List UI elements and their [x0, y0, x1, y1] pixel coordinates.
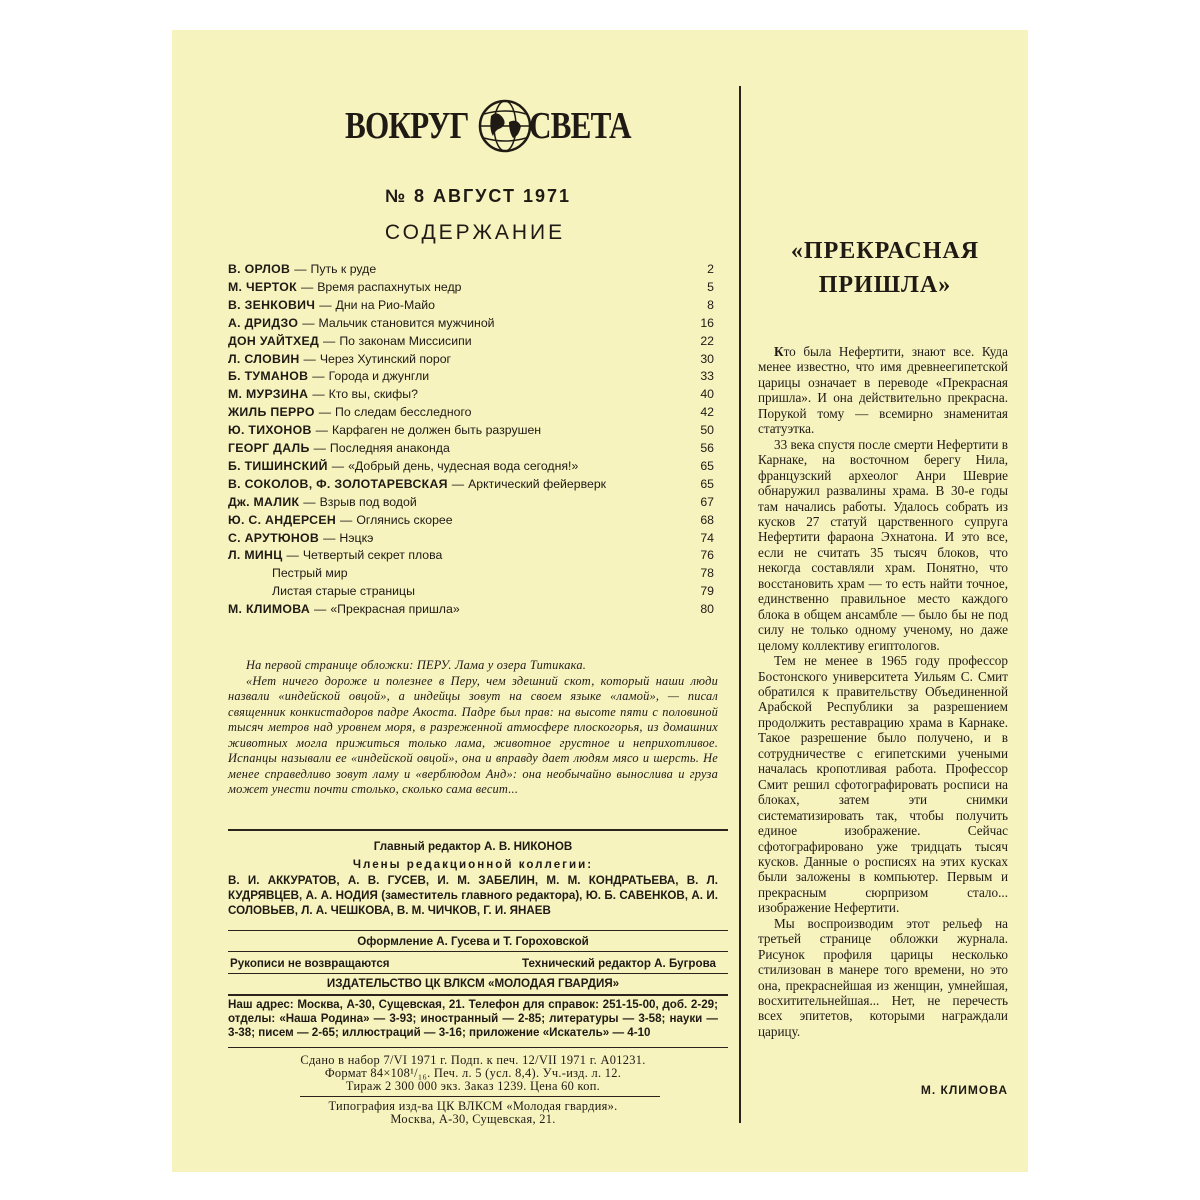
- toc-row[interactable]: [228, 584, 728, 601]
- toc-dash: —: [318, 405, 331, 420]
- toc-row[interactable]: [228, 405, 728, 422]
- toc-dash: —: [303, 494, 316, 509]
- toc-page: 42: [700, 405, 714, 420]
- toc-dash: —: [323, 333, 336, 348]
- globe-icon: [477, 98, 533, 154]
- toc-title: Время распахнутых недр: [317, 279, 462, 294]
- toc-author: Ю. С. АНДЕРСЕН: [228, 512, 337, 527]
- column-rule: [739, 86, 741, 1123]
- cover-text: «Нет ничего дороже и полезнее в Перу, чем здешний скот, который наши люди назвали «индейской овцой», а индейцы зовут на своем языке «ламой», — писал священник конкистадоров падре Акоста. Падре был прав: на высоте пяти с половиной тысяч метров над уровнем моря, в разреженной атмосфере плоскогорья, из домашних животных могла прижиться только лама, животное грустное и неприхотливое. Испанцы называли ее «индейской овцой», она и вправду дает людям мясо и шерсть. Не менее справедливо зовут ламу и «верблюдом Анд»: она необычайно вынослива и груза может унести почти столько, сколько сама весит...: [228, 673, 718, 796]
- divider: [228, 930, 728, 931]
- toc-author: В. ОРЛОВ: [228, 262, 291, 276]
- toc-dash: —: [313, 441, 326, 455]
- design-credit: Оформление А. Гусева и Т. Гороховской: [357, 935, 589, 948]
- toc-page: 40: [700, 387, 714, 402]
- toc-page: 50: [700, 423, 714, 438]
- toc-title: Арктический фейерверк: [468, 476, 607, 491]
- article-paragraph: Мы воспроизводим этот рельеф на третьей странице обложки журнала. Рисунок профиля царицы несколько стилизован в манере того времени, но это она, прекраснейшая из женщин, умнейшая, восхитительнейшая... Нет, не перечесть всех эпитетов, которыми награждали царицу.: [758, 915, 1008, 1039]
- imprint-line: Сдано в набор 7/VI 1971 г. Подп. к печ. 12/VII 1971 г. А01231.: [300, 1053, 646, 1067]
- toc-title: Мальчик становится мужчиной: [318, 315, 495, 330]
- toc-row[interactable]: [228, 513, 728, 530]
- toc-title: «Добрый день, чудесная вода сегодня!»: [348, 458, 579, 473]
- toc-row[interactable]: [228, 298, 728, 315]
- toc-dash: —: [315, 423, 328, 438]
- toc-author: М. МУРЗИНА: [228, 387, 309, 402]
- toc-author: Ю. ТИХОНОВ: [228, 423, 312, 438]
- toc-page: 16: [700, 315, 714, 330]
- toc-row[interactable]: [228, 477, 728, 494]
- toc-page: 30: [700, 351, 714, 366]
- toc-page: 79: [700, 584, 714, 599]
- masthead: [345, 98, 631, 156]
- toc-page: 5: [707, 279, 714, 294]
- toc-page: 65: [700, 476, 714, 491]
- toc-title: Оглянись скорее: [356, 512, 453, 527]
- toc-page: 2: [707, 262, 714, 276]
- masthead-right-word: СВЕТА: [529, 105, 631, 147]
- toc-page: 78: [700, 566, 714, 581]
- divider: [228, 1047, 728, 1048]
- toc-title: Города и джунгли: [328, 369, 430, 384]
- toc-author: М. КЛИМОВА: [228, 602, 311, 617]
- toc-row[interactable]: [228, 316, 728, 333]
- toc-title: Нэцкэ: [339, 530, 374, 545]
- toc-dash: —: [312, 369, 325, 384]
- toc-row[interactable]: [228, 369, 728, 386]
- toc-title: Листая старые страницы: [272, 584, 415, 599]
- chief-editor: Главный редактор А. В. НИКОНОВ: [373, 840, 573, 853]
- toc-page: 76: [700, 548, 714, 563]
- toc-row[interactable]: [228, 334, 728, 351]
- toc-row[interactable]: [228, 387, 728, 404]
- toc-row[interactable]: [228, 566, 728, 583]
- toc-dash: —: [319, 297, 332, 312]
- imprint-line: Тираж 2 300 000 экз. Заказ 1239. Цена 60 коп.: [345, 1079, 601, 1093]
- article-paragraph: Тем не менее в 1965 году профессор Бостонского университета Уильям С. Смит обратился к правительству Объединенной Арабской Республики за разрешением продолжить реставрацию храма в Карнаке. Такое разрешение было получено, и в сотрудничестве с египетскими учеными началась кропотливая работа. Профессор Смит решил сфотографировать росписи на блоках, затем эти снимки систематизировать так, чтобы получить единое изображение. Сейчас сфотографировано уже тридцать тысяч кусков. Данные о росписях на этих кусках были заложены в компьютер. Первым и прекрасным сюрпризом стало... изображение Нефертити.: [758, 653, 1008, 916]
- toc-author: М. ЧЕРТОК: [228, 279, 297, 294]
- toc-page: 68: [700, 512, 714, 527]
- toc-author: Б. ТИШИНСКИЙ: [228, 458, 328, 473]
- manuscripts-note: Рукописи не возвращаются: [230, 957, 390, 970]
- toc-author: ГЕОРГ ДАЛЬ: [228, 441, 310, 455]
- toc-dash: —: [300, 279, 314, 294]
- board-members: В. И. АККУРАТОВ, А. В. ГУСЕВ, И. М. ЗАБЕЛИН, М. М. КОНДРАТЬЕВА, В. Л. КУДРЯВЦЕВ, А. А. НОДИЯ (заместитель главного редактора), Ю. Б. САВЕНКОВ, А. И. СОЛОВЬЕВ, Л. А. ЧЕШКОВА, В. М. ЧИЧКОВ, Г. И. ЯНАЕВ: [228, 874, 718, 917]
- article-title-line: ПРИШЛА»: [818, 272, 952, 298]
- toc-author: В. СОКОЛОВ, Ф. ЗОЛОТАРЕВСКАЯ: [228, 476, 448, 491]
- toc-page: 67: [700, 494, 714, 509]
- toc-dash: —: [294, 262, 307, 276]
- article-paragraph: 33 века спустя после смерти Нефертити в Карнаке, на восточном берегу Нила, французский археолог Анри Шеврие обнаружил развалины храма. В 30-е годы там начались работы. Удалось собрать из кусков 27 статуй царственного супруга Нефертити фараона Эхнатона. И это все, если не считать 35 тысяч блоков, что некогда составляли храм. Понятно, что восстановить храм — то есть найти точное, единственно правильное место каждого блока в общем ансамбле — было бы не под силу не только одному ученому, но даже целому коллективу египтологов.: [758, 436, 1008, 653]
- toc-dash: —: [302, 315, 315, 330]
- toc-title: Пестрый мир: [272, 566, 348, 581]
- toc-author: А. ДРИДЗО: [228, 315, 299, 330]
- toc-author: С. АРУТЮНОВ: [228, 530, 320, 545]
- divider: [228, 829, 728, 831]
- toc-title: Четвертый секрет плова: [302, 548, 443, 563]
- article-title-line: «ПРЕКРАСНАЯ: [790, 238, 980, 264]
- toc-dash: —: [314, 602, 327, 617]
- toc-dash: —: [286, 548, 299, 563]
- board-heading: Члены редакционной коллегии:: [352, 858, 594, 871]
- toc-title: Взрыв под водой: [319, 494, 417, 509]
- printer-line: Типография изд-ва ЦК ВЛКСМ «Молодая гвардия».: [328, 1099, 618, 1113]
- toc-row[interactable]: [228, 352, 728, 369]
- toc-row[interactable]: [228, 262, 728, 279]
- toc-row[interactable]: [228, 459, 728, 476]
- toc-row[interactable]: [228, 602, 728, 619]
- toc-title: Кто вы, скифы?: [328, 387, 418, 402]
- toc-author: Л. СЛОВИН: [228, 351, 300, 366]
- drop-cap: К: [774, 344, 784, 359]
- cover-caption: На первой странице обложки: ПЕРУ. Лама у озера Титикака.: [246, 658, 587, 672]
- toc-row[interactable]: [228, 531, 728, 548]
- toc-author: Дж. МАЛИК: [228, 494, 300, 509]
- toc-row[interactable]: [228, 423, 728, 440]
- toc-title: Дни на Рио-Майо: [335, 297, 435, 312]
- publisher: ИЗДАТЕЛЬСТВО ЦК ВЛКСМ «МОЛОДАЯ ГВАРДИЯ»: [326, 977, 620, 990]
- toc-author: Л. МИНЦ: [228, 548, 283, 563]
- toc-page: 56: [700, 441, 714, 455]
- toc-title: Карфаген не должен быть разрушен: [331, 423, 542, 438]
- divider: [228, 951, 728, 952]
- toc-dash: —: [312, 387, 325, 402]
- divider: [228, 994, 728, 996]
- tech-editor: Технический редактор А. Бугрова: [521, 957, 716, 970]
- toc-title: «Прекрасная пришла»: [330, 602, 460, 617]
- toc-row[interactable]: [228, 495, 728, 512]
- toc-title: По следам бесследного: [334, 405, 472, 420]
- toc-page: 33: [700, 369, 714, 384]
- toc-author: В. ЗЕНКОВИЧ: [228, 297, 316, 312]
- toc-row[interactable]: [228, 548, 728, 565]
- cover-note: [228, 658, 718, 798]
- toc-dash: —: [451, 476, 465, 491]
- article-paragraph: [758, 344, 1008, 437]
- address-block: Наш адрес: Москва, А-30, Сущевская, 21. Телефон для справок: 251-15-00, доб. 2-29; отделы: «Наша Родина» — 3-93; иностранный — 2-85; литературы — 3-58; науки — 3-38; писем — 2-65; иллюстраций — 3-16; приложение «Искатель» — 4-10: [228, 998, 718, 1039]
- article-text: то была Нефертити, знают все. Куда менее известно, что имя древнеегипетской царицы означает в переводе «Прекрасная пришла». И она действительно прекрасна. Порукой тому — всемирно знаменитая статуэтка.: [758, 344, 1008, 437]
- toc-page: 8: [707, 297, 714, 312]
- toc-row[interactable]: [228, 441, 728, 458]
- toc-dash: —: [303, 351, 316, 366]
- toc-author: ЖИЛЬ ПЕРРО: [228, 405, 315, 420]
- toc-page: 74: [700, 530, 714, 545]
- toc-dash: —: [340, 512, 353, 527]
- issue-number: № 8 АВГУСТ 1971: [384, 186, 572, 206]
- divider: [228, 973, 728, 974]
- toc-title: Последняя анаконда: [329, 441, 450, 455]
- article-title: [760, 234, 1010, 302]
- toc-dash: —: [323, 530, 336, 545]
- contents-heading: СОДЕРЖАНИЕ: [384, 221, 566, 244]
- article-body: [758, 344, 1008, 1039]
- toc-author: Б. ТУМАНОВ: [228, 369, 309, 384]
- toc-title: Путь к руде: [310, 262, 377, 276]
- toc-row[interactable]: [228, 280, 728, 297]
- printer-line: Москва, А-30, Сущевская, 21.: [390, 1112, 556, 1126]
- toc-title: Через Хутинский порог: [319, 351, 452, 366]
- imprint-line: Формат 84×108¹/₁₆. Печ. л. 5 (усл. 8,4). Уч.-изд. л. 12.: [324, 1066, 622, 1080]
- divider: [300, 1096, 660, 1097]
- toc-dash: —: [331, 458, 345, 473]
- toc-title: По законам Миссисипи: [339, 333, 472, 348]
- toc-page: 22: [700, 333, 714, 348]
- toc-author: ДОН УАЙТХЕД: [228, 333, 320, 348]
- toc-page: 65: [700, 458, 714, 473]
- toc-page: 80: [700, 602, 714, 617]
- masthead-left-word: ВОКРУГ: [345, 105, 469, 147]
- article-author: М. КЛИМОВА: [920, 1083, 1008, 1097]
